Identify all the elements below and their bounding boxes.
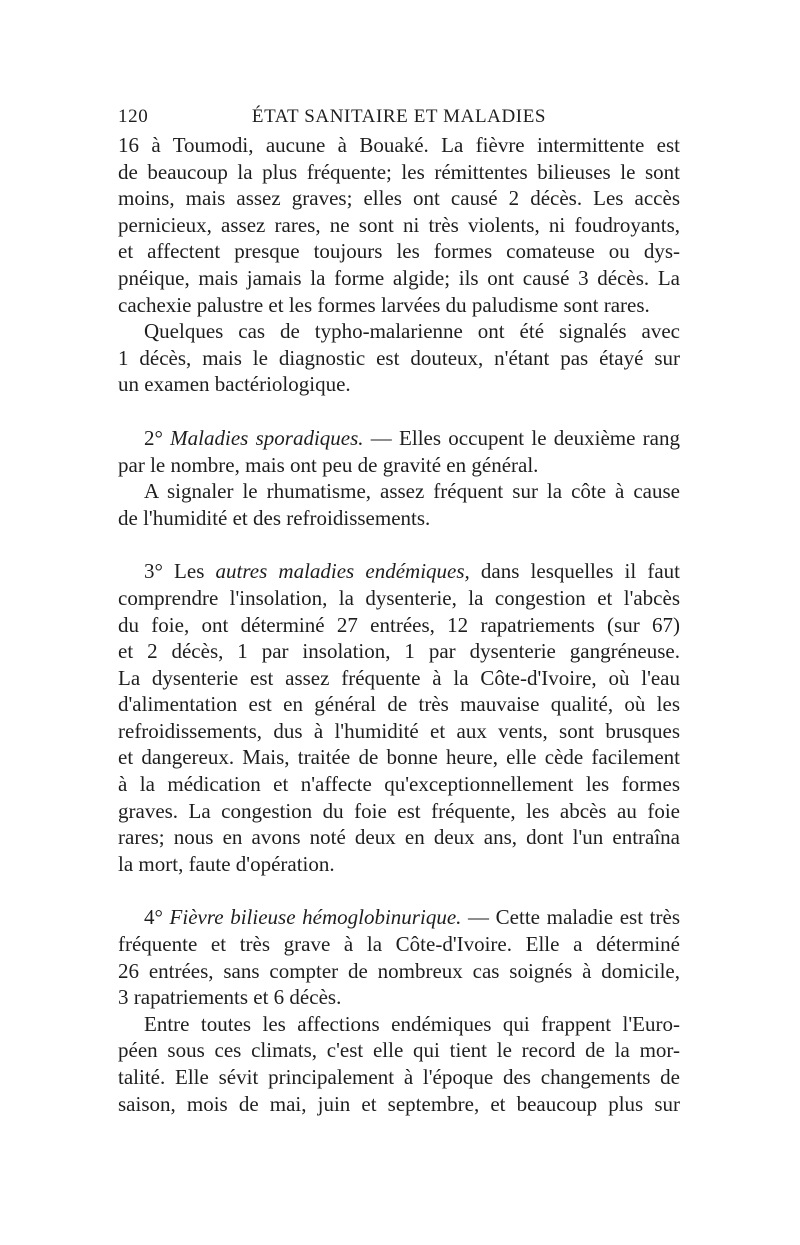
text-line: pnéique, mais jamais la forme algide; ils ont causé 3 décès. La bbox=[118, 265, 680, 290]
text-line: par le nombre, mais ont peu de gravité en général. bbox=[118, 452, 539, 477]
text-line: et 2 décès, 1 par insolation, 1 par dysenterie gangréneuse. bbox=[118, 639, 680, 664]
text-line: 3 rapatriements et 6 décès. bbox=[118, 985, 342, 1010]
section-title: autres maladies endémiques, bbox=[215, 559, 470, 584]
paragraph-1 bbox=[118, 132, 680, 318]
text-run: Les bbox=[162, 559, 216, 584]
text-line: de beaucoup la plus fréquente; les rémittentes bilieuses le sont bbox=[118, 159, 680, 184]
text-line: Quelques cas de typho-malarienne ont été signalés avec bbox=[144, 319, 680, 344]
text-line: talité. Elle sévit principalement à l'époque des changements de bbox=[118, 1065, 680, 1089]
text-line: rares; nous en avons noté deux en deux ans, dont l'un entraîna bbox=[118, 825, 680, 850]
section-number: 2° bbox=[144, 425, 163, 450]
section-heading-line bbox=[118, 425, 680, 452]
text-line: pernicieux, assez rares, ne sont ni très violents, ni foudroyants, bbox=[118, 212, 680, 237]
text-line: graves. La congestion du foie est fréquente, les abcès au foie bbox=[118, 798, 680, 823]
text-line: et affectent presque toujours les formes comateuse ou dys- bbox=[118, 239, 680, 264]
text-line: et dangereux. Mais, traitée de bonne heure, elle cède facilement bbox=[118, 745, 680, 770]
book-page bbox=[118, 98, 680, 1117]
text-line: de l'humidité et des refroidissements. bbox=[118, 505, 431, 530]
paragraph-2 bbox=[118, 318, 680, 398]
section-number: 3° bbox=[144, 559, 163, 584]
text-line: comprendre l'insolation, la dysenterie, la congestion et l'abcès bbox=[118, 585, 680, 610]
text-line: La dysenterie est assez fréquente à la Côte-d'Ivoire, où l'eau bbox=[118, 665, 680, 690]
text-line: un examen bactériologique. bbox=[118, 372, 351, 397]
text-line: d'alimentation est en général de très mauvaise qualité, où les bbox=[118, 692, 680, 717]
text-line: 16 à Toumodi, aucune à Bouaké. La fièvre intermittente est bbox=[118, 133, 680, 157]
paragraph-maladies-sporadiques bbox=[118, 425, 680, 478]
text-line: péen sous ces climats, c'est elle qui tient le record de la mor- bbox=[118, 1038, 680, 1063]
text-line: Entre toutes les affections endémiques qui frappent l'Euro- bbox=[144, 1011, 680, 1036]
text-line: à la médication et n'affecte qu'exceptionnellement les formes bbox=[118, 772, 680, 797]
paragraph-7 bbox=[118, 1011, 680, 1117]
text-line: cachexie palustre et les formes larvées du paludisme sont rares. bbox=[118, 292, 650, 317]
text-run: dans lesquelles il faut bbox=[469, 559, 680, 584]
section-title: Maladies sporadiques. bbox=[170, 425, 364, 450]
text-line: A signaler le rhumatisme, assez fréquent sur la côte à cause bbox=[144, 479, 680, 504]
text-run: — Cette maladie est très bbox=[461, 905, 680, 930]
paragraph-autres-maladies bbox=[118, 558, 680, 877]
section-title: Fièvre bilieuse hémoglobinurique. bbox=[169, 905, 462, 930]
running-header bbox=[118, 98, 680, 132]
section-heading-line bbox=[118, 904, 680, 931]
text-line: fréquente et très grave à la Côte-d'Ivoire. Elle a déterminé bbox=[118, 932, 680, 957]
text-line: 1 décès, mais le diagnostic est douteux, n'étant pas étayé sur bbox=[118, 345, 680, 370]
text-line: 26 entrées, sans compter de nombreux cas soignés à domicile, bbox=[118, 958, 680, 983]
section-heading-line bbox=[118, 558, 680, 585]
text-line: refroidissements, dus à l'humidité et aux vents, sont brusques bbox=[118, 718, 680, 743]
text-line: la mort, faute d'opération. bbox=[118, 851, 335, 876]
paragraph-4 bbox=[118, 478, 680, 531]
text-line: moins, mais assez graves; elles ont causé 2 décès. Les accès bbox=[118, 186, 680, 211]
paragraph-fievre-bilieuse bbox=[118, 904, 680, 1010]
text-line: du foie, ont déterminé 27 entrées, 12 rapatriements (sur 67) bbox=[118, 612, 680, 637]
section-number: 4° bbox=[144, 905, 163, 930]
text-run: — Elles occupent le deuxième rang bbox=[363, 425, 680, 450]
running-title: ÉTAT SANITAIRE ET MALADIES bbox=[251, 106, 547, 127]
text-line: saison, mois de mai, juin et septembre, et beaucoup plus sur bbox=[118, 1091, 680, 1116]
page-number: 120 bbox=[118, 106, 149, 127]
